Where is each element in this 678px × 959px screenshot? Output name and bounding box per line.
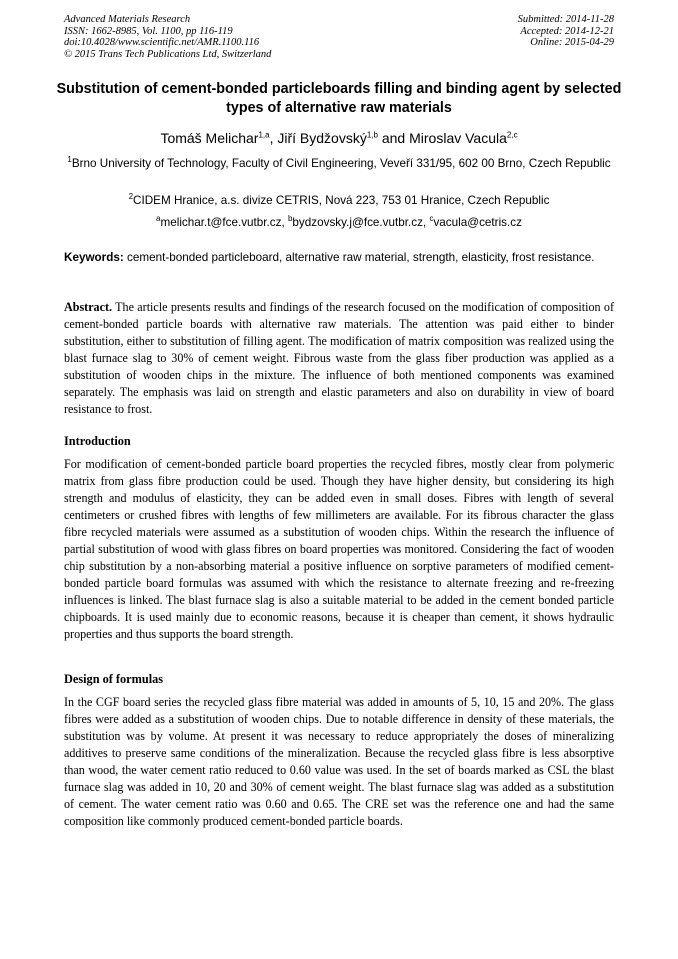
author-affiliation-mark: 1,b	[366, 130, 378, 140]
affiliation-mark: 2	[128, 192, 134, 202]
author-affiliation-mark: 2,c	[506, 130, 518, 140]
affiliation-text: Brno University of Technology, Faculty of Civil Engineering, Veveří 331/95, 602 00 Brno, Czech Republic	[71, 157, 611, 170]
section-heading-introduction: Introduction	[64, 434, 131, 448]
author-separator: and	[377, 130, 410, 146]
dates-header	[518, 14, 614, 49]
abstract	[64, 299, 614, 418]
email-mark: c	[429, 214, 434, 224]
design-paragraph: In the CGF board series the recycled glass fibre material was added in amounts of 5, 10, 15 and 20%. The glass fibres were added as a substitution of wooden chips. Due to notable difference in density of these materials, the substitution was by volume. At present it was necessary to reduce appropriately the doses of mineralizing additives to preserve same conditions of the mineralization. Because the recycled glass fibre is less absorptive than wood, the water cement ratio reduced to 0.60 value was used. In the set of boards marked as CSL the blast furnace slag was added in 10, 20 and 30% of cement weight. The blast furnace slag was added as a substitution of cement. The water cement ratio was 0.60 and 0.65. The CRE set was the reference one and had the same composition like commonly produced cement-bonded particle boards.	[64, 695, 614, 828]
author-emails	[64, 216, 614, 230]
journal-name: Advanced Materials Research	[64, 14, 191, 25]
journal-issn: ISSN: 1662-8985, Vol. 1100, pp 116-119	[64, 25, 233, 37]
author-name: Tomáš Melichar	[160, 130, 259, 146]
author-affiliation-mark: 1,a	[258, 130, 270, 140]
abstract-text: The article presents results and findings of the research focused on the modification of composition of cement-bonded particle boards with alternative raw materials. The attention was paid either to binder substitution, either to substitution of filling agent. The modification of matrix composition was realized using the blast furnace slag to 30% of cement weight. Fibrous waste from the glass fiber production was applied as a substitution of wooden chips in the mixture. The influence of both mentioned components was examined separately. The emphasis was laid on strength and elastic parameters and also on durability in view of board resistance to frost.	[64, 300, 614, 416]
affiliation-1	[64, 157, 614, 171]
journal-doi: doi:10.4028/www.scientific.net/AMR.1100.116	[64, 37, 260, 48]
author-name: Miroslav Vacula	[409, 130, 507, 146]
keywords-text: cement-bonded particleboard, alternative raw material, strength, elasticity, frost resistance.	[123, 251, 595, 264]
email-mark: a	[156, 214, 161, 224]
author-name: Jiří Bydžovský	[277, 130, 367, 146]
online-date: Online: 2015-04-29	[530, 37, 614, 48]
journal-header	[64, 14, 271, 60]
author-list	[40, 129, 638, 147]
email-mark: b	[287, 214, 293, 224]
paper-title: Substitution of cement-bonded particleboards filling and binding agent by selected types of alternative raw materials	[56, 81, 622, 116]
submitted-date: Submitted: 2014-11-28	[517, 14, 614, 25]
section-heading-design: Design of formulas	[64, 672, 164, 686]
introduction-paragraph: For modification of cement-bonded particle board properties the recycled fibres, mostly clear from polymeric matrix from glass fibre production could be used. Though they have higher density, but considering its high strength and modulus of elasticity, they can be added even in small doses. Fibres with length of several centimeters or crushed fibres with lengths of few millimeters are available. For its fibrous character the glass fibre recycled materials were assumed as a substitution of wooden chips. Within the research the influence of partial substitution of wood with glass fibres on board properties was monitored. Considering the fact of wooden chip substitution by a non-absorbing material a positive influence on sorptive parameters of modified cement-bonded particle board formulas was assumed with which the resistance to alternate freezing and re-freezing influences is linked. The blast furnace slag is also a suitable material to be added in the cement bonded particle chipboards. It is used mainly due to economic reasons, because it is cheaper than cement, it shows hydraulic properties and thus supports the board strength.	[64, 457, 614, 641]
affiliation-2	[64, 194, 614, 208]
email-address: melichar.t@fce.vutbr.cz,	[160, 216, 288, 229]
abstract-label: Abstract.	[64, 300, 113, 314]
accepted-date: Accepted: 2014-12-21	[520, 25, 614, 37]
keywords	[64, 251, 614, 265]
author-separator: ,	[269, 130, 278, 146]
journal-copyright: © 2015 Trans Tech Publications Ltd, Switzerland	[64, 48, 272, 60]
keywords-label: Keywords:	[64, 251, 124, 264]
affiliation-mark: 1	[67, 155, 72, 165]
email-address: vacula@cetris.cz	[433, 216, 522, 229]
affiliation-text: CIDEM Hranice, a.s. divize CETRIS, Nová 223, 753 01 Hranice, Czech Republic	[133, 194, 550, 207]
email-address: bydzovsky.j@fce.vutbr.cz,	[292, 216, 430, 229]
